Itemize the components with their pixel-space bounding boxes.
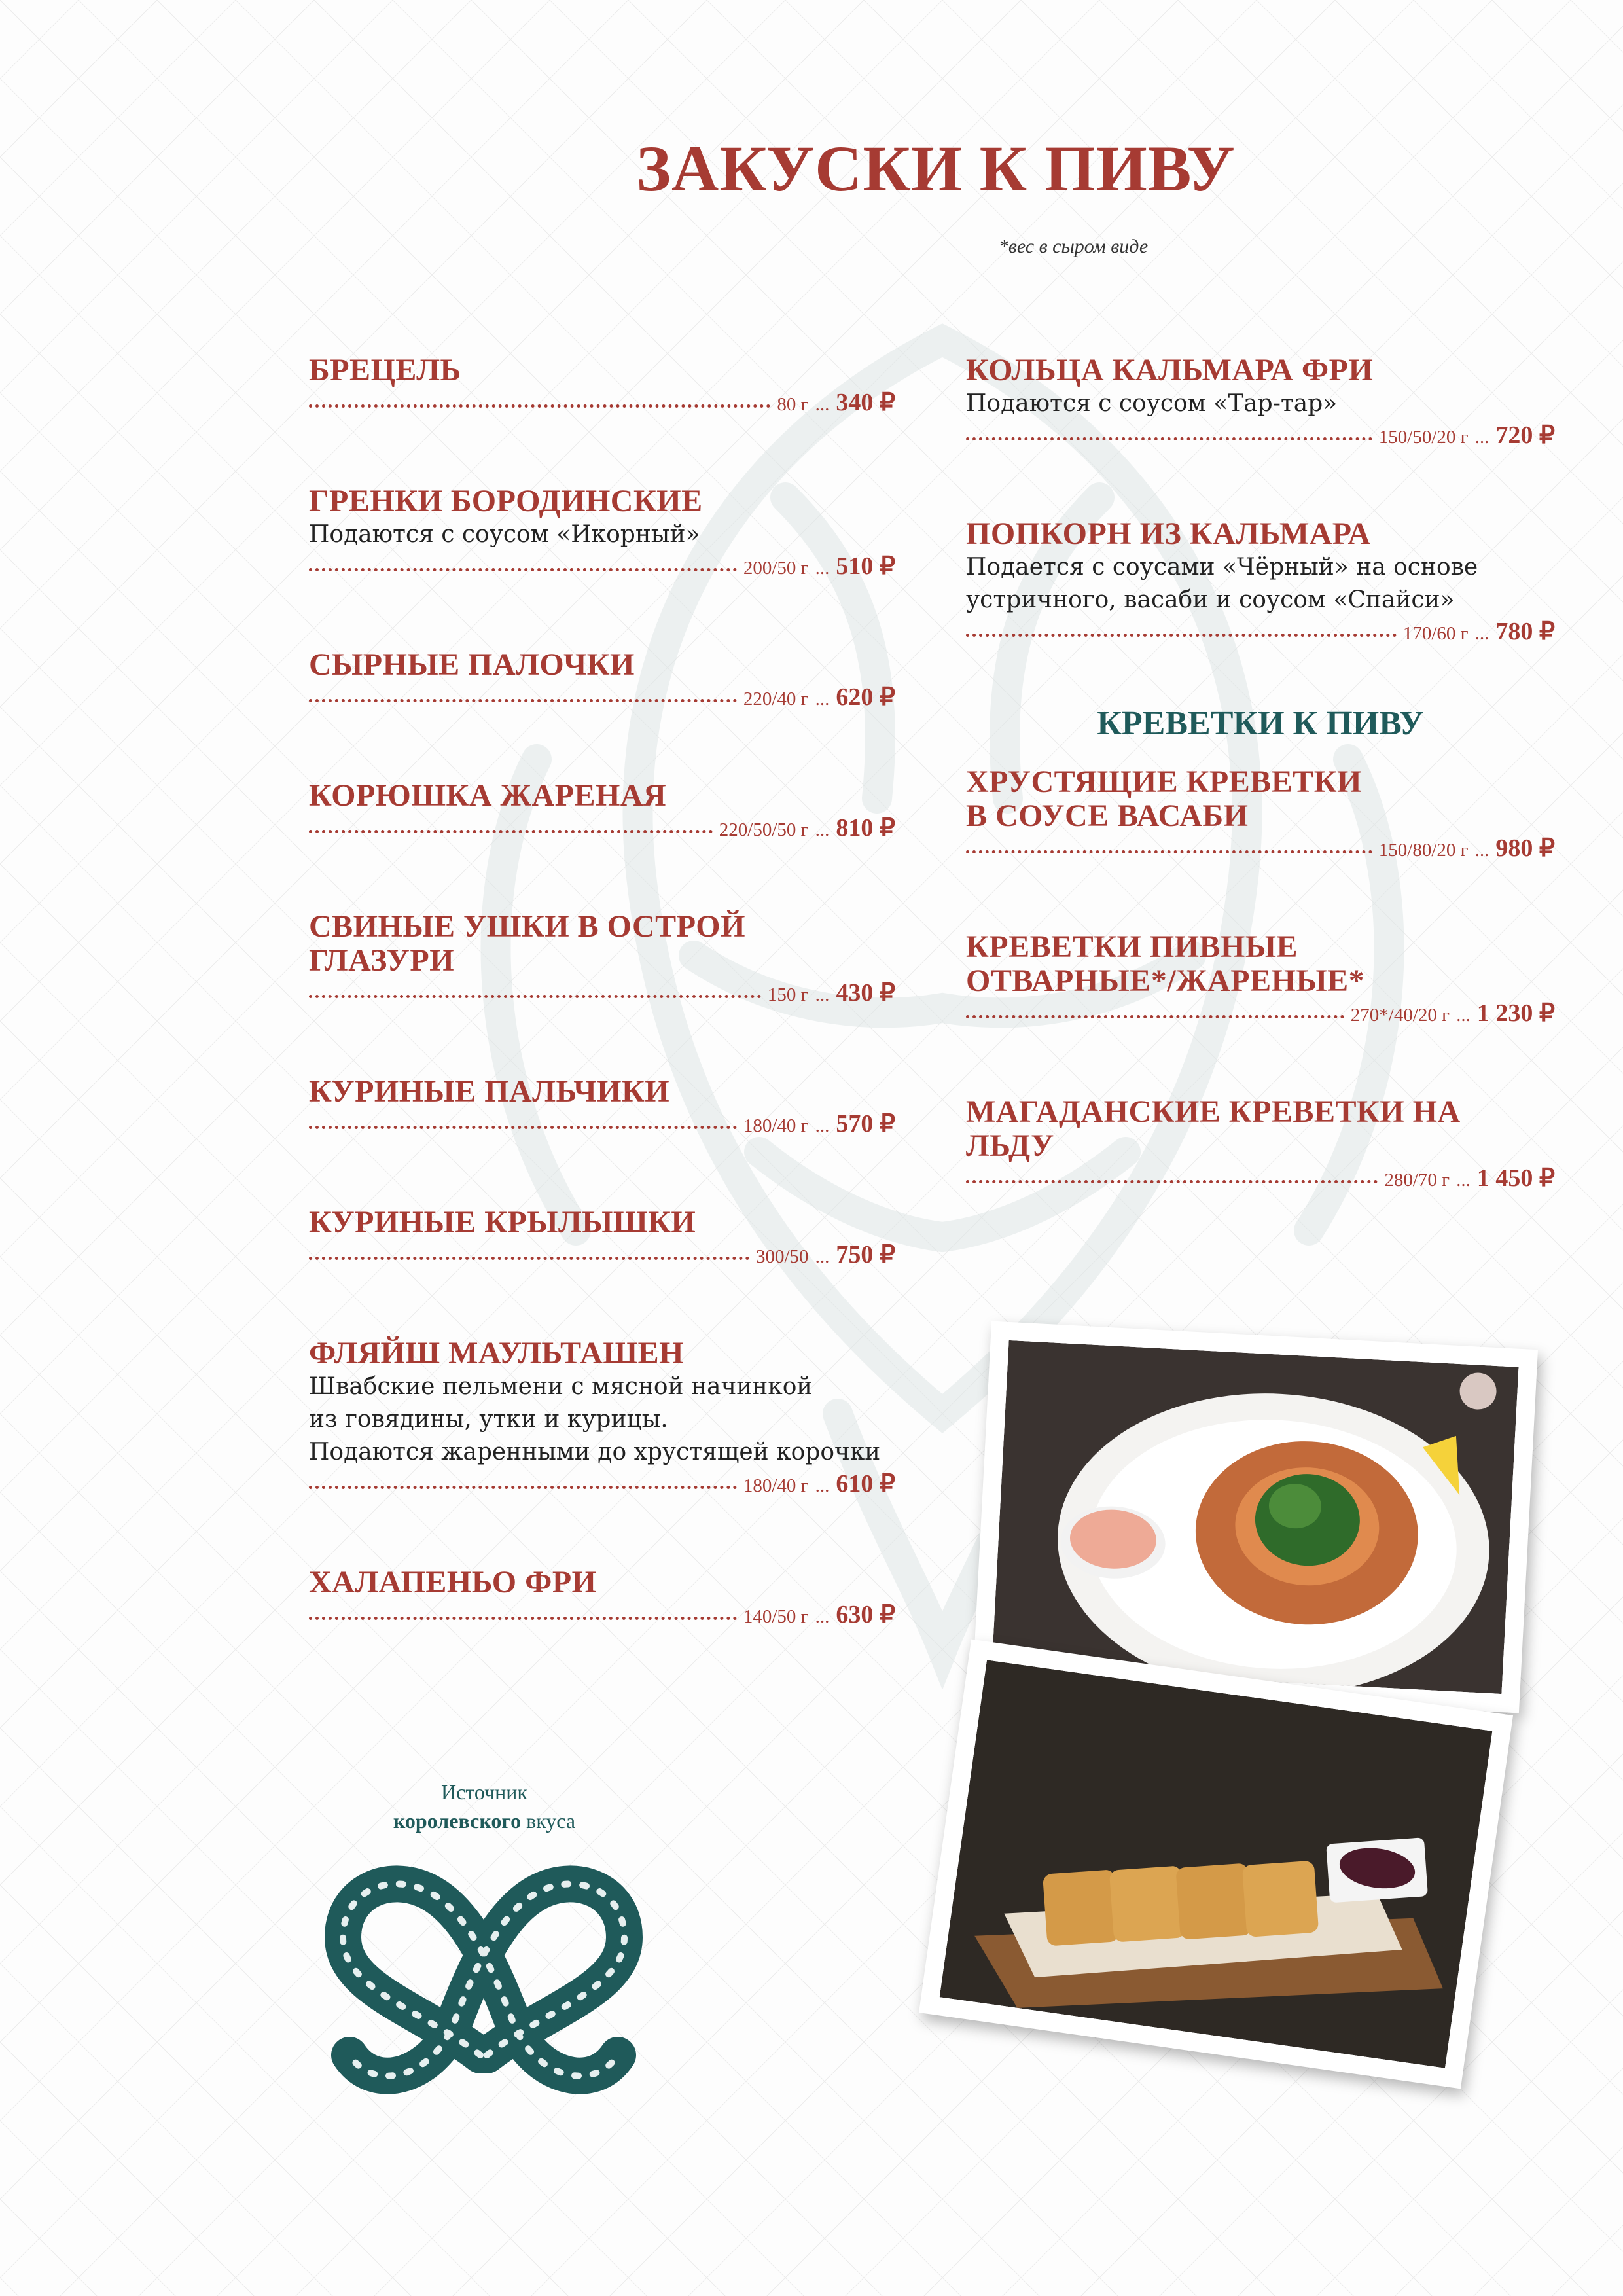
dot-leader bbox=[309, 1486, 737, 1489]
item-price: 430 ₽ bbox=[836, 979, 895, 1007]
pretzel-logo-icon bbox=[317, 1859, 651, 2114]
ellipsis: ... bbox=[815, 558, 830, 579]
ellipsis: ... bbox=[1456, 1170, 1471, 1191]
item-name: ГРЕНКИ БОРОДИНСКИЕ bbox=[309, 484, 703, 518]
item-price: 630 ₽ bbox=[836, 1601, 895, 1628]
ellipsis: ... bbox=[815, 819, 830, 840]
item-price: 1 450 ₽ bbox=[1476, 1164, 1555, 1192]
dot-leader bbox=[966, 634, 1397, 637]
item-price: 570 ₽ bbox=[836, 1110, 895, 1138]
menu-column-right bbox=[966, 353, 1555, 1260]
item-price: 980 ₽ bbox=[1495, 834, 1555, 862]
item-name: СВИНЫЕ УШКИ В ОСТРОЙ ГЛАЗУРИ bbox=[309, 909, 745, 978]
menu-item bbox=[309, 910, 895, 1012]
price-row bbox=[309, 682, 895, 716]
item-price: 780 ₽ bbox=[1495, 618, 1555, 645]
item-weight: 150 г bbox=[767, 984, 809, 1005]
item-name: КОЛЬЦА КАЛЬМАРА ФРИ bbox=[966, 353, 1374, 387]
ellipsis: ... bbox=[1474, 427, 1489, 448]
ellipsis: ... bbox=[815, 394, 830, 415]
photo-dumplings-image bbox=[940, 1660, 1493, 2068]
item-weight: 220/40 г bbox=[743, 689, 809, 709]
item-price: 750 ₽ bbox=[836, 1241, 895, 1268]
item-name: СЫРНЫЕ ПАЛОЧКИ bbox=[309, 647, 635, 682]
price-row bbox=[966, 420, 1555, 454]
menu-item bbox=[966, 353, 1555, 454]
item-weight: 80 г bbox=[777, 394, 809, 415]
ellipsis: ... bbox=[815, 1246, 830, 1267]
item-weight: 220/50/50 г bbox=[719, 819, 809, 840]
weight-note: *вес в сыром виде bbox=[998, 236, 1149, 257]
dot-leader bbox=[309, 995, 761, 998]
item-price: 510 ₽ bbox=[836, 552, 895, 580]
dot-leader bbox=[309, 1617, 737, 1620]
item-weight: 270*/40/20 г bbox=[1350, 1005, 1450, 1026]
item-price: 610 ₽ bbox=[836, 1470, 895, 1498]
item-price: 810 ₽ bbox=[836, 814, 895, 842]
price-row bbox=[309, 1109, 895, 1143]
item-weight: 150/80/20 г bbox=[1378, 840, 1469, 861]
price-row bbox=[309, 978, 895, 1012]
photo-dumplings-dish bbox=[919, 1640, 1513, 2089]
price-row bbox=[309, 387, 895, 422]
menu-item bbox=[309, 648, 895, 716]
item-name: ХАЛАПЕНЬО ФРИ bbox=[309, 1565, 597, 1600]
dot-leader bbox=[966, 1015, 1344, 1018]
dot-leader bbox=[309, 1257, 749, 1260]
price-row bbox=[966, 617, 1555, 651]
item-weight: 300/50 bbox=[756, 1246, 809, 1267]
menu-item bbox=[309, 1336, 895, 1503]
price-row bbox=[309, 551, 895, 585]
item-weight: 200/50 г bbox=[743, 558, 809, 579]
slogan-rest: вкуса bbox=[521, 1809, 576, 1833]
item-price: 340 ₽ bbox=[836, 389, 895, 416]
item-name: ХРУСТЯЩИЕ КРЕВЕТКИ В СОУСЕ ВАСАБИ bbox=[966, 764, 1362, 833]
item-description: Подаются с соусом «Тар-тар» bbox=[966, 390, 1338, 417]
ellipsis: ... bbox=[815, 1475, 830, 1496]
item-weight: 140/50 г bbox=[743, 1606, 809, 1627]
menu-item bbox=[966, 765, 1555, 867]
dot-leader bbox=[309, 699, 737, 702]
ellipsis: ... bbox=[815, 984, 830, 1005]
price-row bbox=[309, 1600, 895, 1634]
menu-item bbox=[309, 353, 895, 422]
photo-shrimp-image bbox=[991, 1340, 1518, 1694]
menu-item bbox=[309, 1075, 895, 1143]
item-description: Швабские пельмени с мясной начинкой из говядины, утки и курицы. Подаются жаренными до хрустящей корочки bbox=[309, 1373, 881, 1465]
dot-leader bbox=[309, 568, 737, 571]
ellipsis: ... bbox=[815, 689, 830, 709]
ellipsis: ... bbox=[815, 1115, 830, 1136]
page-title: ЗАКУСКИ К ПИВУ bbox=[636, 132, 1236, 205]
item-name: КУРИНЫЕ ПАЛЬЧИКИ bbox=[309, 1074, 670, 1109]
price-row bbox=[966, 998, 1555, 1032]
menu-item bbox=[966, 930, 1555, 1032]
slogan-bold: королевского bbox=[393, 1809, 522, 1833]
section-title-shrimp: КРЕВЕТКИ К ПИВУ bbox=[1097, 705, 1424, 742]
menu-column-left bbox=[309, 353, 895, 1696]
dot-leader bbox=[309, 1126, 737, 1129]
menu-item bbox=[966, 1095, 1555, 1197]
menu-item bbox=[309, 1206, 895, 1274]
item-weight: 280/70 г bbox=[1384, 1170, 1450, 1191]
slogan-line-1: Источник bbox=[441, 1780, 527, 1804]
menu-item bbox=[309, 1566, 895, 1634]
dot-leader bbox=[966, 437, 1372, 440]
menu-item bbox=[966, 517, 1555, 651]
item-name: ФЛЯЙШ МАУЛЬТАШЕН bbox=[309, 1336, 684, 1371]
ellipsis: ... bbox=[1474, 623, 1489, 644]
item-name: КОРЮШКА ЖАРЕНАЯ bbox=[309, 778, 667, 813]
ellipsis: ... bbox=[815, 1606, 830, 1627]
item-name: ПОПКОРН ИЗ КАЛЬМАРА bbox=[966, 516, 1371, 551]
item-name: МАГАДАНСКИЕ КРЕВЕТКИ НА ЛЬДУ bbox=[966, 1094, 1461, 1163]
dot-leader bbox=[309, 404, 770, 408]
ellipsis: ... bbox=[1456, 1005, 1471, 1026]
item-weight: 180/40 г bbox=[743, 1115, 809, 1136]
menu-item bbox=[309, 779, 895, 847]
ellipsis: ... bbox=[1474, 840, 1489, 861]
price-row bbox=[966, 833, 1555, 867]
brand-slogan bbox=[327, 1778, 641, 1835]
item-name: КРЕВЕТКИ ПИВНЫЕ ОТВАРНЫЕ*/ЖАРЕНЫЕ* bbox=[966, 929, 1365, 998]
item-name: БРЕЦЕЛЬ bbox=[309, 353, 461, 387]
item-price: 620 ₽ bbox=[836, 683, 895, 711]
item-weight: 150/50/20 г bbox=[1378, 427, 1469, 448]
item-weight: 180/40 г bbox=[743, 1475, 809, 1496]
item-description: Подается с соусами «Чёрный» на основе устричного, васаби и соусом «Спайси» bbox=[966, 554, 1478, 613]
item-name: КУРИНЫЕ КРЫЛЫШКИ bbox=[309, 1205, 696, 1240]
price-row bbox=[309, 1240, 895, 1274]
item-price: 1 230 ₽ bbox=[1476, 999, 1555, 1027]
dot-leader bbox=[309, 830, 713, 833]
item-description: Подаются с соусом «Икорный» bbox=[309, 521, 700, 548]
slogan-line-2 bbox=[327, 1806, 641, 1835]
dot-leader bbox=[966, 850, 1372, 853]
price-row bbox=[309, 813, 895, 847]
price-row bbox=[309, 1469, 895, 1503]
item-price: 720 ₽ bbox=[1495, 422, 1555, 449]
price-row bbox=[966, 1163, 1555, 1197]
item-weight: 170/60 г bbox=[1402, 623, 1469, 644]
dot-leader bbox=[966, 1180, 1378, 1183]
menu-item bbox=[309, 484, 895, 585]
